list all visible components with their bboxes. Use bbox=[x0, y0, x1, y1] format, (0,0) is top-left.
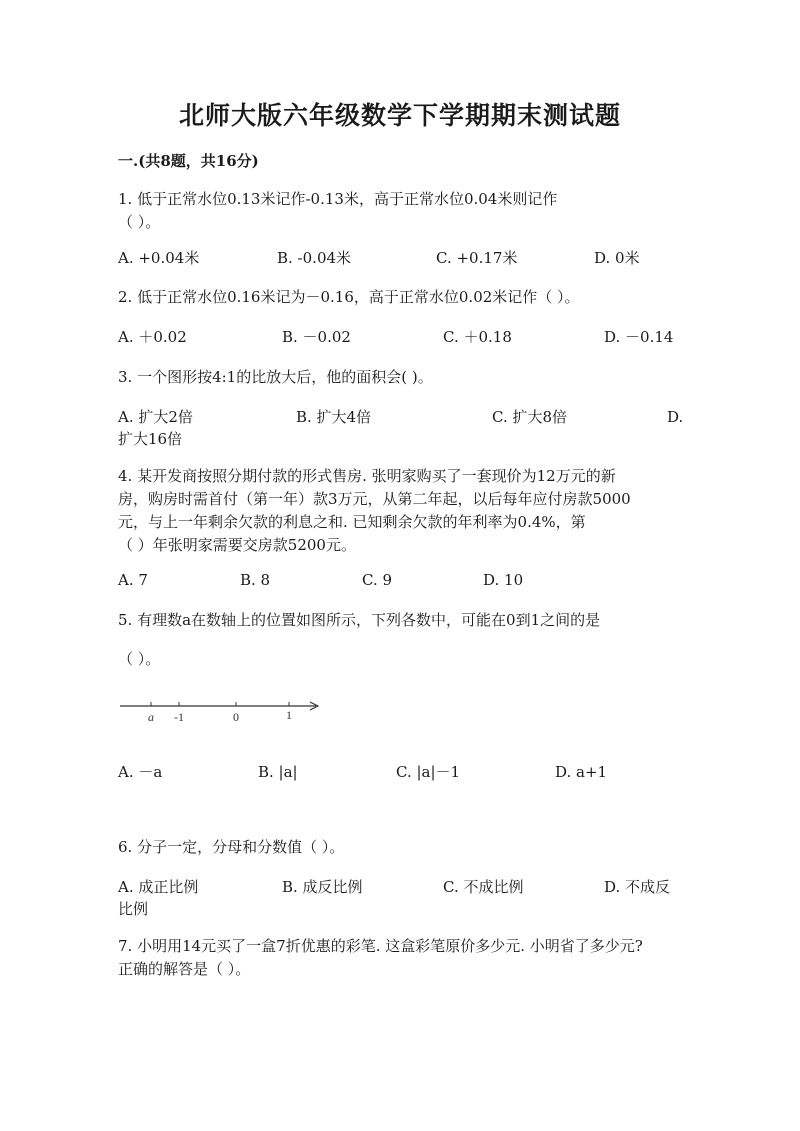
q2-option-a[interactable]: A. ＋0.02 bbox=[118, 328, 187, 346]
q3-option-a[interactable]: A. 扩大2倍 bbox=[118, 408, 193, 426]
axis-label-minus-1: -1 bbox=[174, 710, 184, 724]
section-heading: 一.(共8题，共16分) bbox=[118, 152, 259, 170]
q3-option-c[interactable]: C. 扩大8倍 bbox=[492, 408, 568, 426]
q4-option-a[interactable]: A. 7 bbox=[118, 571, 148, 589]
number-line-figure bbox=[118, 695, 328, 727]
question-7-line-1: 7. 小明用14元买了一盒7折优惠的彩笔. 这盒彩笔原价多少元. 小明省了多少元? bbox=[118, 937, 643, 955]
question-2: 2. 低于正常水位0.16米记为－0.16，高于正常水位0.02米记作（ ）。 bbox=[118, 288, 580, 306]
q6-option-c[interactable]: C. 不成比例 bbox=[443, 878, 524, 896]
axis-label-1: 1 bbox=[286, 708, 292, 722]
question-5-line-2: （ ）。 bbox=[118, 650, 161, 668]
axis-label-a: a bbox=[148, 710, 154, 724]
q6-option-d-continued[interactable]: 比例 bbox=[118, 900, 149, 918]
q1-option-d[interactable]: D. 0米 bbox=[594, 249, 640, 267]
q6-option-b[interactable]: B. 成反比例 bbox=[282, 878, 363, 896]
q5-option-a[interactable]: A. －a bbox=[118, 763, 163, 781]
q2-option-d[interactable]: D. －0.14 bbox=[604, 328, 674, 346]
q5-option-d[interactable]: D. a+1 bbox=[555, 763, 608, 781]
q4-option-d[interactable]: D. 10 bbox=[483, 571, 524, 589]
q3-option-b[interactable]: B. 扩大4倍 bbox=[296, 408, 372, 426]
q1-option-b[interactable]: B. -0.04米 bbox=[277, 249, 352, 267]
question-7 bbox=[118, 935, 698, 981]
axis-label-0: 0 bbox=[233, 710, 239, 724]
question-3: 3. 一个图形按4:1的比放大后，他的面积会( )。 bbox=[118, 368, 433, 386]
question-4-line-2: 房，购房时需首付（第一年）款3万元，从第二年起，以后每年应付房款5000 bbox=[118, 490, 631, 508]
q3-option-d-continued[interactable]: 扩大16倍 bbox=[118, 430, 183, 448]
question-6: 6. 分子一定，分母和分数值（ ）。 bbox=[118, 838, 345, 856]
q2-option-c[interactable]: C. ＋0.18 bbox=[443, 328, 512, 346]
question-1-line-2: （ ）。 bbox=[118, 213, 161, 231]
q5-option-c[interactable]: C. |a|－1 bbox=[396, 763, 461, 781]
q2-option-b[interactable]: B. －0.02 bbox=[282, 328, 351, 346]
question-7-line-2: 正确的解答是（ ）。 bbox=[118, 960, 251, 978]
q4-option-b[interactable]: B. 8 bbox=[240, 571, 271, 589]
question-4-line-3: 元，与上一年剩余欠款的利息之和. 已知剩余欠款的年利率为0.4%，第 bbox=[118, 513, 586, 531]
q3-option-d[interactable]: D. bbox=[667, 408, 684, 426]
q6-option-a[interactable]: A. 成正比例 bbox=[118, 878, 199, 896]
q1-option-a[interactable]: A. +0.04米 bbox=[118, 249, 200, 267]
question-5: 5. 有理数a在数轴上的位置如图所示，下列各数中，可能在0到1之间的是 bbox=[118, 611, 601, 629]
question-4-line-1: 4. 某开发商按照分期付款的形式售房. 张明家购买了一套现价为12万元的新 bbox=[118, 467, 616, 485]
q1-option-c[interactable]: C. +0.17米 bbox=[436, 249, 518, 267]
page-title: 北师大版六年级数学下学期期末测试题 bbox=[178, 101, 621, 130]
q5-option-b[interactable]: B. |a| bbox=[258, 763, 298, 781]
q4-option-c[interactable]: C. 9 bbox=[362, 571, 393, 589]
question-1 bbox=[118, 188, 688, 234]
question-4 bbox=[118, 465, 688, 557]
q6-option-d[interactable]: D. 不成反 bbox=[604, 878, 671, 896]
question-1-line-1: 1. 低于正常水位0.13米记作-0.13米，高于正常水位0.04米则记作 bbox=[118, 190, 558, 208]
question-4-line-4: （ ）年张明家需要交房款5200元。 bbox=[118, 536, 356, 554]
